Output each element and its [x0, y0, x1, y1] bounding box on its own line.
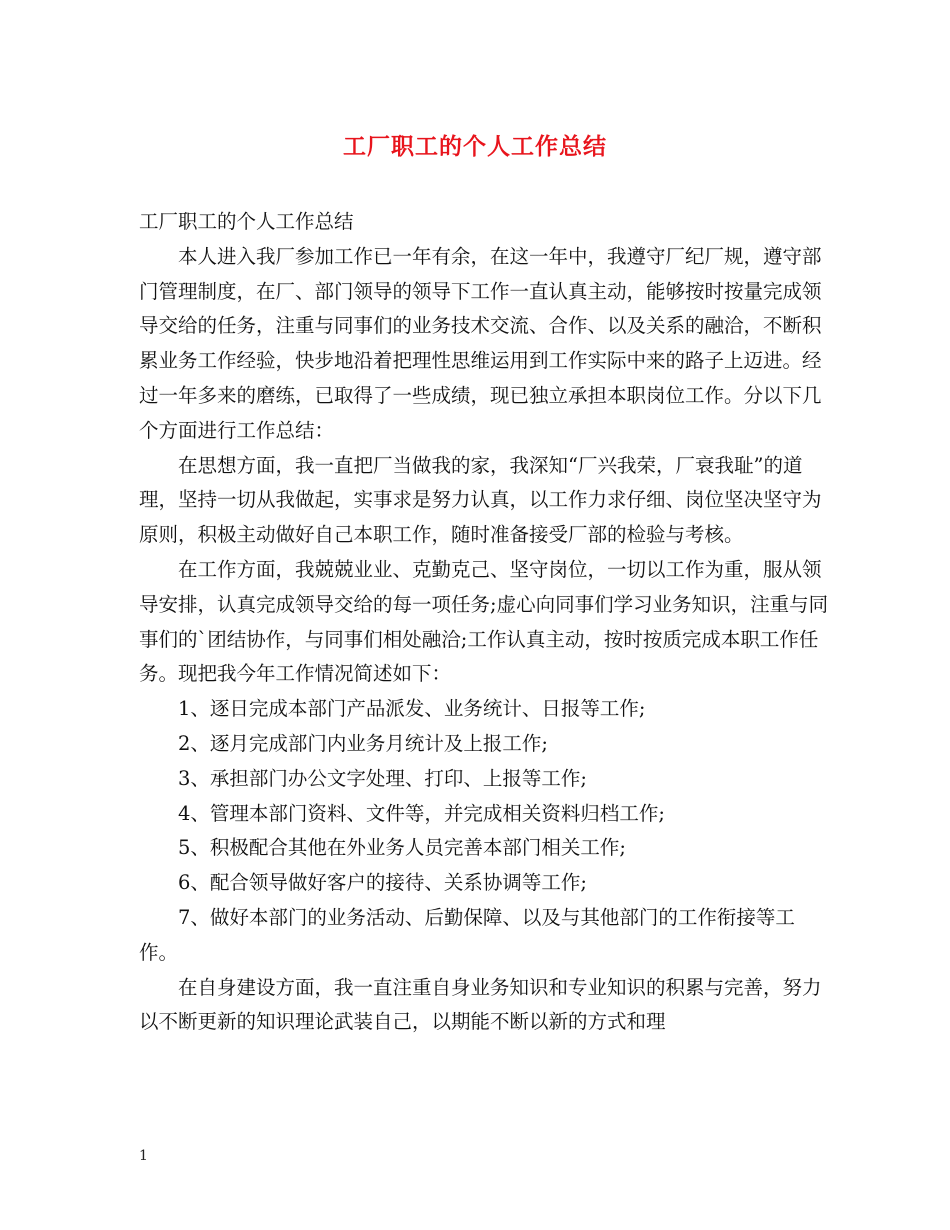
list-item-7: 7、做好本部门的业务活动、后勤保障、以及与其他部门的工作衔接等工作。 — [139, 905, 795, 964]
paragraph-intro: 本人进入我厂参加工作已一年有余，在这一年中，我遵守厂纪厂规，遵守部门管理制度，在厂、部门领导的领导下工作一直认真主动，能够按时按量完成领导交给的任务，注重与同事们的业务技术交流、合作、以及关系的融洽，不断积累业务工作经验，快步地沿着把理性思维运用到工作实际中来的路子上迈进。经过一年多来的磨练，已取得了一些成绩，现已独立承担本职岗位工作。分以下几个方面进行工作总结： — [139, 244, 822, 442]
list-item-5: 5、积极配合其他在外业务人员完善本部门相关工作; — [178, 836, 626, 860]
list-item-6: 6、配合领导做好客户的接待、关系协调等工作; — [178, 871, 587, 895]
list-item-3: 3、承担部门办公文字处理、打印、上报等工作; — [178, 766, 587, 790]
document-subtitle: 工厂职工的个人工作总结 — [139, 210, 354, 233]
page-number: 1 — [139, 1148, 148, 1164]
list-item-4: 4、管理本部门资料、文件等，并完成相关资料归档工作; — [178, 801, 665, 825]
document-body — [139, 205, 829, 1040]
list-item-2: 2、逐月完成部门内业务月统计及上报工作; — [178, 731, 548, 755]
paragraph-self-development: 在自身建设方面，我一直注重自身业务知识和专业知识的积累与完善，努力以不断更新的知识理论武装自己，以期能不断以新的方式和理 — [139, 975, 822, 1034]
paragraph-thought: 在思想方面，我一直把厂当做我的家，我深知“厂兴我荣，厂衰我耻”的道理，坚持一切从我做起，实事求是努力认真，以工作力求仔细、岗位坚决坚守为原则，积极主动做好自己本职工作，随时准备接受厂部的检验与考核。 — [139, 453, 822, 547]
paragraph-work: 在工作方面，我兢兢业业、克勤克己、坚守岗位，一切以工作为重，服从领导安排，认真完成领导交给的每一项任务;虚心向同事们学习业务知识，注重与同事们的`团结协作，与同事们相处融洽;工作认真主动，按时按质完成本职工作任务。现把我今年工作情况简述如下： — [139, 557, 829, 686]
list-item-1: 1、逐日完成本部门产品派发、业务统计、日报等工作; — [178, 697, 646, 721]
document-title: 工厂职工的个人工作总结 — [343, 134, 607, 160]
